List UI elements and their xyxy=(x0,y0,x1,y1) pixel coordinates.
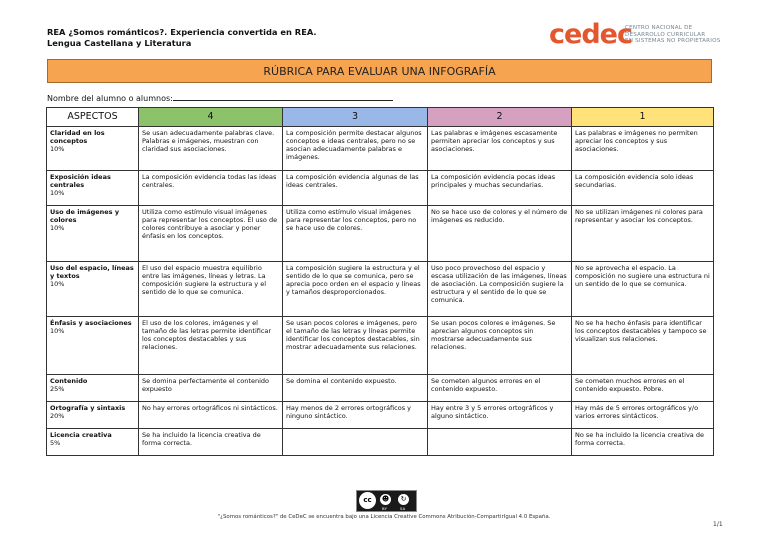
aspect-cell xyxy=(47,317,139,375)
aspect-cell xyxy=(47,375,139,402)
criterion-cell: Se usan pocos colores e imágenes. Se aprecian algunos conceptos sin mostrarse adecuadamente sus relaciones. xyxy=(428,317,572,375)
criterion-cell: Se usan adecuadamente palabras clave. Palabras e imágenes, muestran con claridad sus asociaciones. xyxy=(139,127,283,171)
table-row xyxy=(47,317,714,375)
aspect-weight: 10% xyxy=(50,280,65,289)
table-row xyxy=(47,375,714,402)
criterion-cell: Hay menos de 2 errores ortográficos y ninguno sintáctico. xyxy=(283,402,428,429)
aspect-label: Uso de imágenes y colores xyxy=(50,208,120,225)
table-row xyxy=(47,429,714,456)
criterion-cell: La composición evidencia solo ideas secundarias. xyxy=(572,171,714,206)
criterion-cell: No se hace uso de colores y el número de imágenes es reducido. xyxy=(428,206,572,262)
student-name-line xyxy=(47,92,393,103)
student-name-label: Nombre del alumno o alumnos: xyxy=(47,94,173,103)
criterion-cell: Hay más de 5 errores ortográficos y/o varios errores sintácticos. xyxy=(572,402,714,429)
aspect-cell xyxy=(47,127,139,171)
share-alike-icon: ↻ xyxy=(398,494,409,505)
criterion-cell: No se aprovecha el espacio. La composición no sugiere una estructura ni un sentido de lo que se comunica. xyxy=(572,262,714,317)
license-footer: "¿Somos románticos?" de CeDeC se encuentra bajo una Licencia Creative Commons Atribución-CompartirIgual 4.0 España. xyxy=(217,514,551,520)
header-line-2: Lengua Castellana y Literatura xyxy=(47,38,192,48)
header-level-3: 3 xyxy=(283,108,428,127)
rubric-header-row xyxy=(47,108,714,127)
criterion-cell: Se usan pocos colores e imágenes, pero el tamaño de las letras y líneas permite identificar los conceptos destacables, sin mostrar adecuadamente sus relaciones. xyxy=(283,317,428,375)
criterion-cell: Se domina perfectamente el contenido expuesto xyxy=(139,375,283,402)
attribution-icon: ☻ xyxy=(381,495,390,503)
aspect-cell xyxy=(47,402,139,429)
rubric-table xyxy=(46,107,714,456)
criterion-cell: Hay entre 3 y 5 errores ortográficos y alguno sintáctico. xyxy=(428,402,572,429)
criterion-cell xyxy=(428,429,572,456)
table-row xyxy=(47,171,714,206)
header-aspects: ASPECTOS xyxy=(47,108,139,127)
criterion-cell: Las palabras e imágenes escasamente permiten apreciar los conceptos y sus asociaciones. xyxy=(428,127,572,171)
table-row xyxy=(47,262,714,317)
criterion-cell xyxy=(283,429,428,456)
rubric-title: RÚBRICA PARA EVALUAR UNA INFOGRAFÍA xyxy=(47,59,712,83)
aspect-cell xyxy=(47,262,139,317)
table-row xyxy=(47,206,714,262)
criterion-cell: No hay errores ortográficos ni sintácticos. xyxy=(139,402,283,429)
table-row xyxy=(47,402,714,429)
criterion-cell: Se cometen muchos errores en el contenido expuesto. Pobre. xyxy=(572,375,714,402)
aspect-weight: 10% xyxy=(50,145,65,154)
criterion-cell: El uso del espacio muestra equilibrio entre las imágenes, líneas y letras. La composición sugiere la estructura y el sentido de lo que se comunica. xyxy=(139,262,283,317)
page-number: 1/1 xyxy=(713,521,723,528)
aspect-weight: 5% xyxy=(50,439,61,448)
aspect-label: Uso del espacio, líneas y textos xyxy=(50,264,134,281)
criterion-cell: Se domina el contenido expuesto. xyxy=(283,375,428,402)
header-line-1: REA ¿Somos románticos?. Experiencia convertida en REA. xyxy=(47,27,317,37)
logo-subtitle-line-3: EN SISTEMAS NO PROPIETARIOS xyxy=(625,38,721,45)
criterion-cell: No se ha hecho énfasis para identificar los conceptos destacables y tampoco se visualizan sus relaciones. xyxy=(572,317,714,375)
header-level-2: 2 xyxy=(428,108,572,127)
aspect-label: Licencia creativa xyxy=(50,431,112,439)
table-row xyxy=(47,127,714,171)
criterion-cell: Uso poco provechoso del espacio y escasa utilización de las imágenes, líneas de asociación. La composición sugiere la estructura y el sentido de lo que se comunica. xyxy=(428,262,572,317)
student-name-blank xyxy=(173,92,393,101)
aspect-weight: 10% xyxy=(50,327,65,336)
criterion-cell: La composición sugiere la estructura y el sentido de lo que se comunica, pero se aprecia poco orden en el espacio y líneas y tamaños desproporcionados. xyxy=(283,262,428,317)
aspect-cell xyxy=(47,171,139,206)
criterion-cell: Utiliza como estímulo visual imágenes para representar los conceptos. El uso de colores contribuye a asociar y poner énfasis en los conceptos. xyxy=(139,206,283,262)
logo-subtitle-line-1: CENTRO NACIONAL DE xyxy=(625,25,693,31)
aspect-label: Ortografía y sintaxis xyxy=(50,404,126,412)
aspect-weight: 10% xyxy=(50,189,65,198)
criterion-cell: La composición permite destacar algunos conceptos e ideas centrales, pero no se asocian adecuadamente palabras e imágenes. xyxy=(283,127,428,171)
document-header xyxy=(47,27,317,49)
criterion-cell: Utiliza como estímulo visual imágenes para representar los conceptos, pero no se hace uso de colores. xyxy=(283,206,428,262)
criterion-cell: Se cometen algunos errores en el contenido expuesto. xyxy=(428,375,572,402)
logo-subtitle xyxy=(625,25,735,45)
aspect-label: Énfasis y asociaciones xyxy=(50,319,132,327)
by-label: BY xyxy=(382,506,388,511)
criterion-cell: Se ha incluido la licencia creativa de forma correcta. xyxy=(139,429,283,456)
aspect-cell xyxy=(47,429,139,456)
criterion-cell: La composición evidencia algunas de las ideas centrales. xyxy=(283,171,428,206)
aspect-label: Exposición ideas centrales xyxy=(50,173,111,190)
aspect-label: Claridad en los conceptos xyxy=(50,129,105,146)
criterion-cell: No se utilizan imágenes ni colores para representar y asociar los conceptos. xyxy=(572,206,714,262)
criterion-cell: El uso de los colores, imágenes y el tamaño de las letras permite identificar los conceptos destacables y sus relaciones. xyxy=(139,317,283,375)
logo-subtitle-line-2: DESARROLLO CURRICULAR xyxy=(625,31,706,38)
criterion-cell: No se ha incluido la licencia creativa de forma correcta. xyxy=(572,429,714,456)
criterion-cell: Las palabras e imágenes no permiten apreciar los conceptos y sus asociaciones. xyxy=(572,127,714,171)
header-level-4: 4 xyxy=(139,108,283,127)
aspect-weight: 20% xyxy=(50,412,65,421)
sa-label: SA xyxy=(400,506,406,511)
aspect-label: Contenido xyxy=(50,377,88,385)
header-level-1: 1 xyxy=(572,108,714,127)
criterion-cell: La composición evidencia pocas ideas principales y muchas secundarias. xyxy=(428,171,572,206)
aspect-weight: 25% xyxy=(50,385,65,394)
aspect-cell xyxy=(47,206,139,262)
criterion-cell: La composición evidencia todas las ideas centrales. xyxy=(139,171,283,206)
aspect-weight: 10% xyxy=(50,224,65,233)
creative-commons-badge[interactable] xyxy=(356,490,417,512)
cc-icon: cc xyxy=(359,492,376,509)
logo-word: cedec xyxy=(549,19,632,50)
